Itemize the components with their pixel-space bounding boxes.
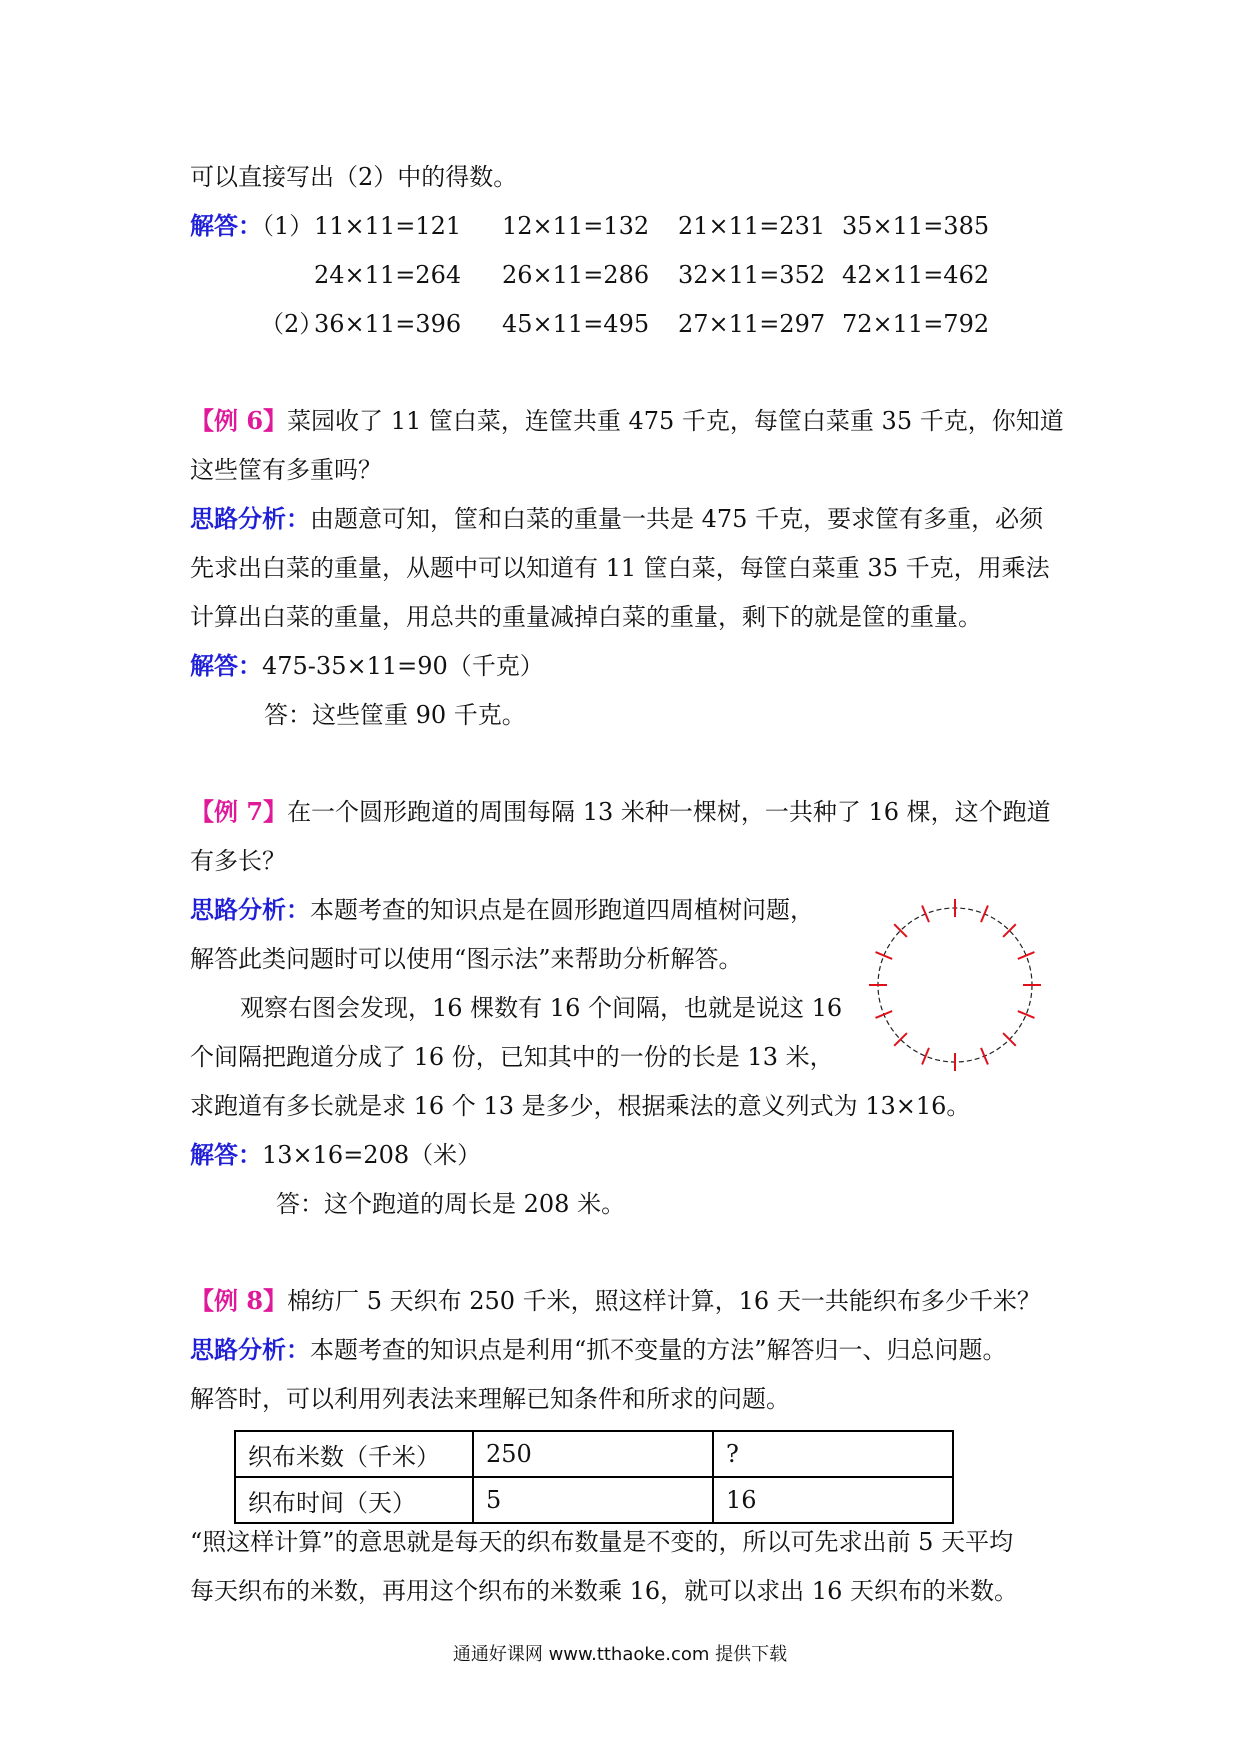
tree-tick (922, 1048, 929, 1065)
equation: 11×11=121 (314, 212, 462, 240)
analysis-text: 由题意可知，筐和白菜的重量一共是 475 千克，要求筐有多重，必须 (310, 505, 1044, 533)
example-tag: 【例 7】 (190, 797, 288, 826)
example-7-question (190, 797, 1051, 827)
table-cell: 5 (473, 1477, 713, 1523)
text-line: “照这样计算”的意思就是每天的织布数量是不变的，所以可先求出前 5 天平均 (190, 1528, 1014, 1556)
answer-text: 答：这些筐重 90 千克。 (264, 701, 526, 729)
analysis-text: 先求出白菜的重量，从题中可以知道有 11 筐白菜，每筐白菜重 35 千克，用乘法 (190, 554, 1050, 582)
example-8-question (190, 1286, 1041, 1316)
equation: 32×11=352 (678, 261, 826, 289)
analysis-text: 解答此类问题时可以使用“图示法”来帮助分析解答。 (190, 945, 743, 973)
equation: 36×11=396 (314, 310, 462, 338)
answer-row-1 (190, 211, 313, 241)
question-text: 在一个圆形跑道的周围每隔 13 米种一棵树，一共种了 16 棵，这个跑道 (287, 798, 1051, 826)
tree-tick (1018, 952, 1035, 959)
equation: 24×11=264 (314, 261, 462, 289)
answer-text: 475-35×11=90（千克） (262, 652, 544, 680)
text-line: 可以直接写出（2）中的得数。 (190, 163, 518, 191)
analysis-label: 思路分析： (190, 1335, 310, 1364)
table-cell: 织布时间（天） (235, 1477, 473, 1523)
circular-track-diagram (860, 890, 1050, 1080)
equation: 72×11=792 (842, 310, 990, 338)
answer-line (190, 651, 544, 681)
question-text: 菜园收了 11 筐白菜，连筐共重 475 千克，每筐白菜重 35 千克，你知道 (287, 407, 1064, 435)
example-tag: 【例 8】 (190, 1286, 288, 1315)
answer-prefix: （2） (260, 310, 324, 338)
answer-line (190, 1140, 481, 1170)
question-text: 这些筐有多重吗？ (190, 456, 382, 484)
equation: 12×11=132 (502, 212, 650, 240)
equation: 26×11=286 (502, 261, 650, 289)
equation: 21×11=231 (678, 212, 826, 240)
analysis-line (190, 504, 1043, 534)
equation: 35×11=385 (842, 212, 990, 240)
tree-tick (876, 952, 893, 959)
tree-ticks (869, 899, 1041, 1071)
answer-label: 解答： (190, 211, 262, 240)
analysis-text: 求跑道有多长就是求 16 个 13 是多少，根据乘法的意义列式为 13×16。 (190, 1092, 971, 1120)
answer-label: 解答： (190, 651, 262, 680)
text-line: 每天织布的米数，再用这个织布的米数乘 16，就可以求出 16 天织布的米数。 (190, 1577, 1018, 1605)
table-row (235, 1477, 953, 1523)
example-6-question (190, 406, 1064, 436)
example-tag: 【例 6】 (190, 406, 288, 435)
table-cell: ? (713, 1431, 953, 1477)
equation: 42×11=462 (842, 261, 990, 289)
analysis-text: 解答时，可以利用列表法来理解已知条件和所求的问题。 (190, 1385, 790, 1413)
question-text: 有多长？ (190, 847, 286, 875)
tree-tick (981, 1048, 988, 1065)
equation: 45×11=495 (502, 310, 650, 338)
analysis-text: 计算出白菜的重量，用总共的重量减掉白菜的重量，剩下的就是筐的重量。 (190, 603, 982, 631)
table-cell: 织布米数（千米） (235, 1431, 473, 1477)
tree-tick (1018, 1011, 1035, 1018)
analysis-label: 思路分析： (190, 895, 310, 924)
table-cell: 250 (473, 1431, 713, 1477)
answer-text: 13×16=208（米） (262, 1141, 482, 1169)
answer-label: 解答： (190, 1140, 262, 1169)
analysis-text: 观察右图会发现，16 棵数有 16 个间隔，也就是说这 16 (240, 994, 843, 1022)
analysis-line (190, 1335, 1007, 1365)
analysis-text: 个间隔把跑道分成了 16 份，已知其中的一份的长是 13 米， (190, 1043, 834, 1071)
table-row (235, 1431, 953, 1477)
answer-prefix: （1） (262, 212, 314, 240)
data-table (234, 1430, 954, 1524)
equation: 27×11=297 (678, 310, 826, 338)
footer-text: 通通好课网 www.tthaoke.com 提供下载 (452, 1644, 788, 1665)
analysis-text: 本题考查的知识点是利用“抓不变量的方法”解答归一、归总问题。 (310, 1336, 1007, 1364)
answer-text: 答：这个跑道的周长是 208 米。 (276, 1190, 626, 1218)
tree-tick (981, 906, 988, 923)
analysis-label: 思路分析： (190, 504, 310, 533)
table-cell: 16 (713, 1477, 953, 1523)
analysis-text: 本题考查的知识点是在圆形跑道四周植树问题， (310, 896, 814, 924)
analysis-line (190, 895, 814, 925)
tree-tick (922, 906, 929, 923)
tree-tick (876, 1011, 893, 1018)
question-text: 棉纺厂 5 天织布 250 千米，照这样计算，16 天一共能织布多少千米？ (287, 1287, 1041, 1315)
